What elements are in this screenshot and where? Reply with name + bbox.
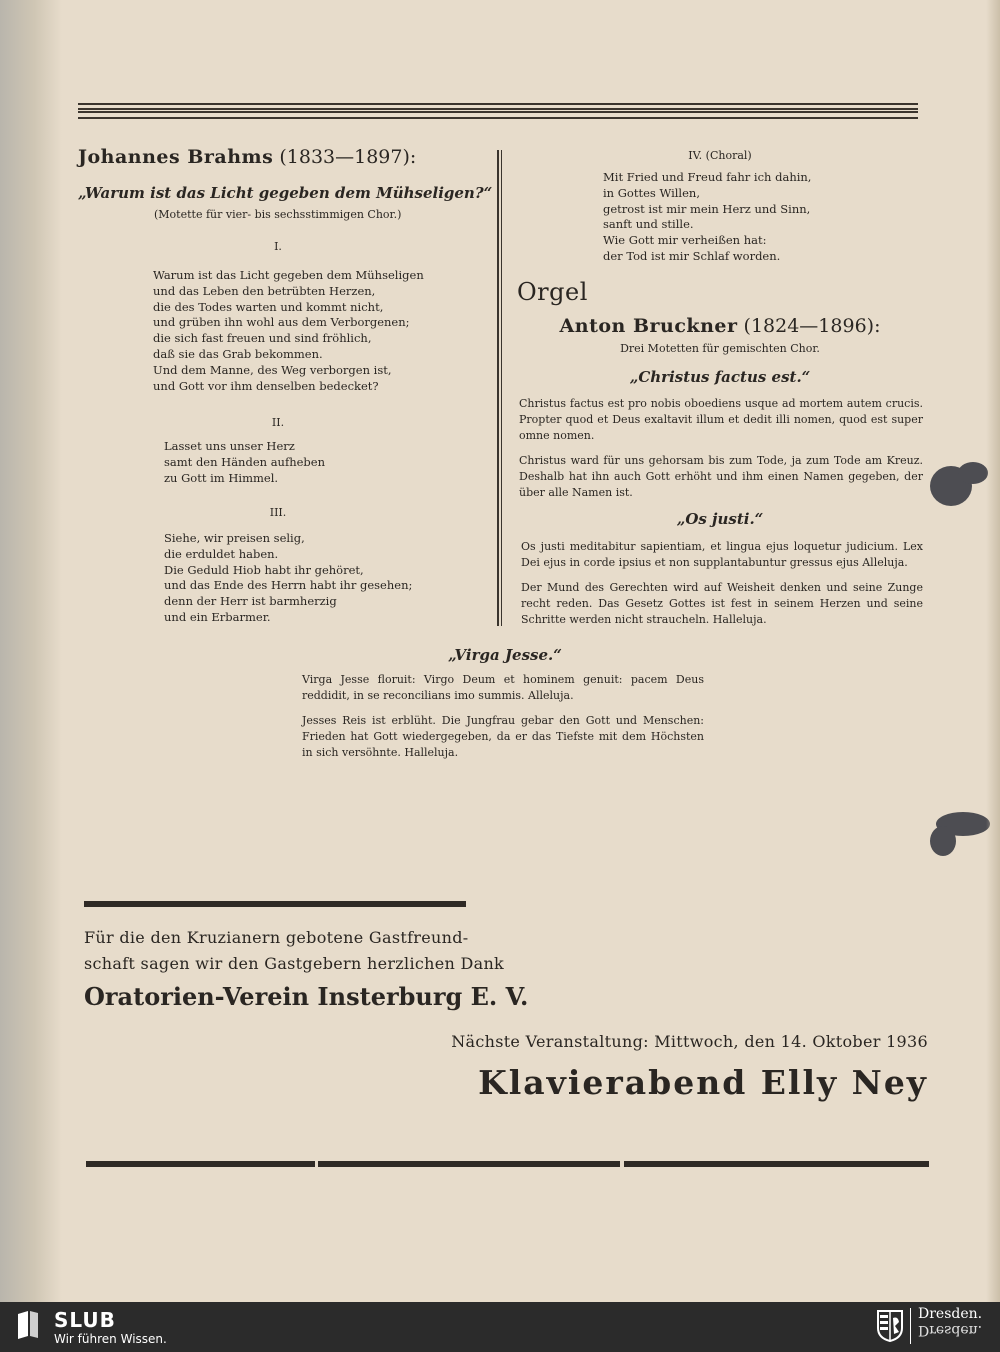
- section-numeral: I.: [274, 240, 282, 253]
- section-heading-orgel: Orgel: [517, 278, 588, 306]
- verse-line: Warum ist das Licht gegeben dem Mühseligen: [153, 268, 424, 282]
- composer-dates: (1824—1896):: [743, 315, 881, 337]
- motet-subtitle: (Motette für vier- bis sechsstimmigen Chor.): [154, 208, 402, 221]
- composer-name: Johannes Brahms: [78, 146, 274, 168]
- verse-line: der Tod ist mir Schlaf worden.: [603, 248, 781, 263]
- verse-line: sanft und stille.: [603, 217, 694, 232]
- verse-line: Mit Fried und Freud fahr ich dahin,: [603, 170, 812, 184]
- german-text: Der Mund des Gerechten wird auf Weisheit denken und seine Zunge recht reden. Das Gesetz Gottes ist fest in seinem Herzen und seine Schritte werden nicht straucheln. Halleluja.: [521, 581, 923, 626]
- german-text: Jesses Reis ist erblüht. Die Jungfrau gebar den Gott und Menschen: Frieden hat Gott wiedergegeben, da er das Tiefste mit dem Höchsten in sich versöhnte. Halleluja.: [302, 714, 704, 759]
- verse-block: [164, 439, 325, 486]
- verse-line: die erduldet haben.: [164, 546, 279, 561]
- association-name: Oratorien-Verein Insterburg E. V.: [84, 982, 529, 1011]
- thanks-line: schaft sagen wir den Gastgebern herzlichen Dank: [84, 954, 505, 973]
- section-numeral: IV. (Choral): [688, 149, 752, 162]
- verse-line: die des Todes warten und kommt nicht,: [153, 299, 384, 314]
- verse-line: und das Ende des Herrn habt ihr gesehen;: [164, 578, 413, 593]
- latin-text: Christus factus est pro nobis oboediens usque ad mortem autem crucis. Propter quod et Deus exaltavit illum et dedit illi nomen, quod est super omne nomen.: [519, 397, 923, 442]
- latin-text: Virga Jesse floruit: Virgo Deum et hominem genuit: pacem Deus reddidit, in se reconcilians imo summis. Alleluja.: [302, 673, 704, 702]
- thanks-text: [84, 925, 504, 977]
- city-name: Dresden.: [918, 1306, 983, 1322]
- motet-title: „Christus factus est.“: [629, 368, 811, 386]
- verse-block: [603, 170, 811, 265]
- verse-line: Lasset uns unser Herz: [164, 439, 295, 453]
- verse-line: getrost ist mir mein Herz und Sinn,: [603, 201, 811, 216]
- verse-line: daß sie das Grab bekommen.: [153, 346, 323, 361]
- verse-block: [153, 268, 424, 394]
- bruckner-composer-line: [520, 315, 920, 337]
- ink-stain: [958, 462, 988, 484]
- viewer-footer: [0, 1302, 1000, 1352]
- verse-line: Siehe, wir preisen selig,: [164, 531, 305, 545]
- verse-line: und das Leben den betrübten Herzen,: [153, 283, 376, 298]
- motets-subtitle: Drei Motetten für gemischten Chor.: [620, 342, 820, 355]
- section-numeral: III.: [269, 506, 287, 519]
- verse-line: samt den Händen aufheben: [164, 454, 325, 469]
- verse-line: und Gott vor ihm denselben bedecket?: [153, 378, 379, 393]
- composer-dates: (1833—1897):: [279, 146, 417, 168]
- verse-line: denn der Herr ist barmherzig: [164, 594, 337, 609]
- brahms-composer-line: [78, 146, 416, 168]
- verse-line: Die Geduld Hiob habt ihr gehöret,: [164, 562, 364, 577]
- verse-block: [164, 531, 412, 626]
- column-divider: [497, 150, 499, 626]
- verse-line: Und dem Manne, des Weg verborgen ist,: [153, 362, 392, 377]
- composer-name: Anton Bruckner: [559, 315, 738, 337]
- dresden-crest-icon: [877, 1310, 903, 1342]
- motet-title: „Virga Jesse.“: [448, 646, 562, 664]
- section-numeral: II.: [271, 416, 285, 429]
- thanks-line: Für die den Kruzianern gebotene Gastfreund-: [84, 928, 469, 947]
- city-wordmark: [918, 1306, 982, 1338]
- latin-text: Os justi meditabitur sapientiam, et lingua ejus loquetur judicium. Lex Dei ejus in corde ipsius et non supplantabuntur gressus ejus Alleluja.: [521, 540, 923, 569]
- verse-line: und ein Erbarmer.: [164, 609, 271, 624]
- city-name-mirrored: Dresden.: [918, 1322, 983, 1338]
- library-name: SLUB: [54, 1308, 116, 1332]
- bottom-rule-segment: [624, 1161, 929, 1167]
- bottom-rule-segment: [318, 1161, 620, 1167]
- verse-line: und grüben ihn wohl aus dem Verborgenen;: [153, 315, 410, 330]
- bottom-rule-segment: [86, 1161, 315, 1167]
- motet-title: „Warum ist das Licht gegeben dem Mühseligen?“: [78, 184, 493, 202]
- verse-line: in Gottes Willen,: [603, 185, 700, 200]
- footer-divider: [910, 1308, 911, 1344]
- german-text: Christus ward für uns gehorsam bis zum Tode, ja zum Tode am Kreuz. Deshalb hat ihn auch Gott erhöht und ihm einen Namen gegeben, der über alle Namen ist.: [519, 454, 923, 499]
- verse-line: die sich fast freuen und sind fröhlich,: [153, 331, 372, 346]
- library-tagline: Wir führen Wissen.: [54, 1332, 167, 1346]
- verse-line: Wie Gott mir verheißen hat:: [603, 233, 767, 248]
- next-event-announcement: Nächste Veranstaltung: Mittwoch, den 14. Oktober 1936: [451, 1032, 928, 1051]
- next-event-title: Klavierabend Elly Ney: [478, 1063, 928, 1102]
- motet-title: „Os justi.“: [676, 510, 764, 528]
- slub-book-icon: [16, 1310, 40, 1340]
- ink-stain: [930, 826, 956, 856]
- thanks-rule: [84, 901, 466, 907]
- column-divider: [501, 150, 502, 626]
- verse-line: zu Gott im Himmel.: [164, 470, 279, 485]
- top-decorative-rule: [78, 103, 918, 119]
